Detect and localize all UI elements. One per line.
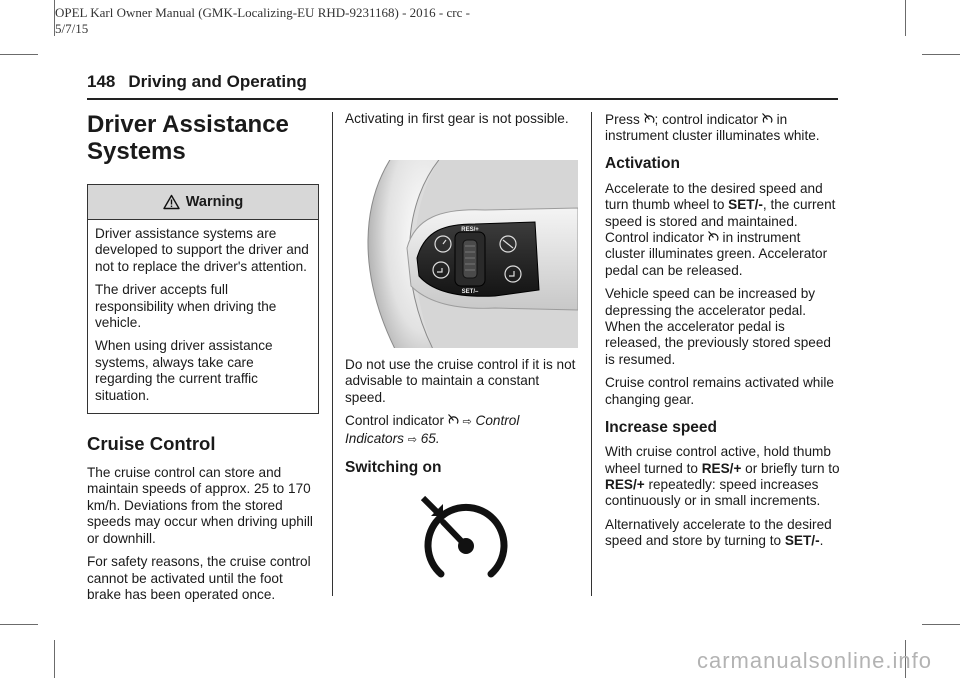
xref-arrow-icon: ⇨ [407, 432, 417, 446]
xref-link[interactable]: Control Indicators [345, 413, 520, 446]
chapter-title: Driver Assistance Systems [87, 111, 289, 165]
text-run: in instrument cluster illuminates green. Accelerator pedal can be released. [605, 230, 828, 278]
subsection-heading: Activation [605, 154, 680, 172]
paragraph: The cruise control can store and maintain speeds of approx. 25 to 170 km/h. Deviations from the stored speeds may occur when driving uphill or downhill. [87, 465, 313, 546]
page-number: 148 [87, 72, 116, 91]
warning-header [88, 185, 318, 220]
paragraph: For safety reasons, the cruise control cannot be activated until the foot brake has been operated once. [87, 554, 311, 602]
column-divider [591, 112, 592, 596]
column-1 [87, 108, 319, 610]
header-rule [87, 98, 838, 100]
cruise-control-button-icon [644, 113, 655, 125]
paragraph [605, 444, 841, 510]
res-label: RES/+ [461, 227, 479, 233]
paragraph [605, 181, 841, 279]
paragraph: Do not use the cruise control if it is not advisable to maintain a constant speed. [345, 357, 576, 405]
paragraph: Activating in first gear is not possible. [345, 111, 569, 126]
res-label: RES/+ [605, 476, 645, 492]
paragraph [605, 517, 841, 550]
crop-mark [0, 54, 38, 55]
warning-text: Driver assistance systems are developed to support the driver and not to replace the driver's attention. [95, 226, 309, 274]
text-run: , the current speed is stored and maintained. Control indicator [605, 197, 836, 246]
steering-wheel-illustration [345, 160, 578, 348]
text-run: . [819, 533, 824, 549]
text-run: in instrument cluster illuminates white. [605, 112, 820, 144]
warning-text: The driver accepts full responsibility when driving the vehicle. [95, 282, 277, 331]
crop-mark [922, 624, 960, 625]
text-run: With cruise control active, hold thumb wheel turned to [605, 444, 831, 476]
text-run: Alternatively accelerate to the desired speed and store by turning to [605, 516, 832, 549]
res-label: RES/+ [701, 460, 742, 476]
xref-page[interactable]: 65. [420, 430, 440, 446]
column-divider [332, 112, 333, 596]
warning-box [87, 184, 319, 414]
subsection-heading: Increase speed [605, 419, 718, 437]
cruise-control-button-icon [421, 496, 511, 581]
xref-arrow-icon: ⇨ [462, 415, 472, 429]
column-3 [605, 108, 841, 557]
subsection-heading: Switching on [345, 459, 442, 477]
warning-text: When using driver assistance systems, always take care regarding the current traffic situation. [95, 338, 273, 403]
cruise-indicator-icon [708, 231, 719, 243]
text-run: ; control indicator [654, 112, 762, 127]
paragraph: Vehicle speed can be increased by depressing the accelerator pedal. When the accelerator pedal is released, the previously stored speed is resumed. [605, 286, 831, 367]
warning-body [88, 220, 318, 413]
set-label: SET/– [461, 289, 479, 295]
column-2 [345, 108, 581, 134]
print-header: OPEL Karl Owner Manual (GMK-Localizing-EU RHD-9231168) - 2016 - crc - 5/7/15 [55, 5, 470, 36]
warning-triangle-icon [163, 194, 180, 210]
text-run: Press [605, 112, 644, 127]
page-heading [87, 72, 307, 92]
warning-label: Warning [185, 194, 244, 210]
paragraph: Cruise control remains activated while changing gear. [605, 375, 834, 407]
section-title: Driving and Operating [128, 72, 307, 91]
set-label: SET/- [728, 197, 763, 213]
section-heading: Cruise Control [87, 433, 216, 455]
crop-mark [922, 54, 960, 55]
indicator-reference [345, 413, 581, 448]
cruise-indicator-icon [448, 414, 459, 426]
indicator-prefix: Control indicator [345, 413, 448, 429]
text-run: or briefly turn to [741, 460, 840, 476]
crop-mark [905, 0, 906, 36]
set-label: SET/- [784, 533, 820, 549]
cruise-indicator-icon [762, 113, 773, 125]
text-run: repeatedly: speed increases continuously or in small increments. [605, 476, 821, 509]
watermark: carmanualsonline.info [696, 648, 932, 673]
crop-mark [0, 624, 38, 625]
text-run: Accelerate to the desired speed and turn thumb wheel to [605, 180, 823, 213]
column-2-lower [345, 357, 581, 477]
paragraph [605, 112, 841, 145]
